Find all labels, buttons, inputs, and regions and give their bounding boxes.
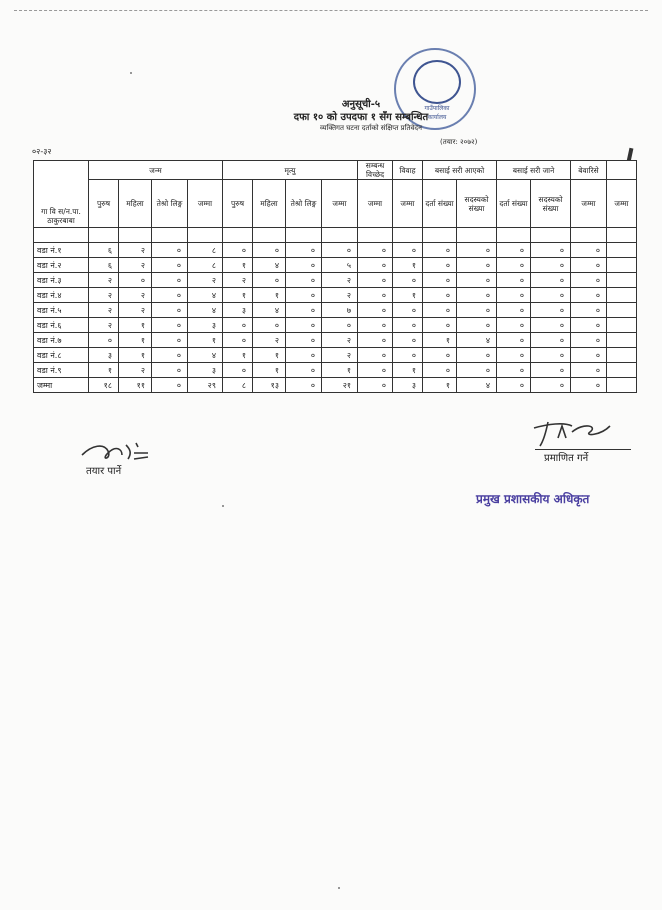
table-cell: ० <box>358 333 393 348</box>
table-cell: ४ <box>188 288 223 303</box>
table-cell: ० <box>393 273 423 288</box>
table-cell: ० <box>358 318 393 333</box>
table-cell: ४ <box>457 333 497 348</box>
table-cell: ० <box>457 288 497 303</box>
table-cell: ८ <box>188 243 223 258</box>
table-cell: २ <box>223 273 253 288</box>
table-cell: ० <box>423 288 457 303</box>
table-cell: ४ <box>188 303 223 318</box>
table-cell: ० <box>358 303 393 318</box>
table-cell: ० <box>358 378 393 393</box>
sub-header-member-count: सदस्यको संख्या <box>457 180 497 228</box>
table-cell: ० <box>358 258 393 273</box>
group-header-blank <box>607 161 637 180</box>
table-cell: २ <box>89 318 119 333</box>
table-cell: ० <box>358 273 393 288</box>
table-cell: ७ <box>322 303 358 318</box>
table-cell: ० <box>571 348 607 363</box>
preparer-signature <box>78 433 158 465</box>
group-header-divorce: सम्बन्ध विच्छेद <box>358 161 393 180</box>
group-header-death: मृत्यु <box>223 161 358 180</box>
table-cell: ० <box>497 318 531 333</box>
table-cell: ० <box>152 303 188 318</box>
table-cell: ० <box>89 333 119 348</box>
table-cell: ० <box>358 288 393 303</box>
table-cell: ० <box>286 288 322 303</box>
speck <box>222 505 224 507</box>
table-cell: ० <box>571 258 607 273</box>
table-cell: ० <box>119 273 152 288</box>
table-cell: २ <box>89 303 119 318</box>
sub-header-total: जम्मा <box>322 180 358 228</box>
top-dashed-line <box>14 10 648 11</box>
table-cell: २ <box>119 243 152 258</box>
table-cell: ० <box>497 273 531 288</box>
table-cell: ० <box>393 333 423 348</box>
table-cell: ० <box>286 348 322 363</box>
table-cell: ० <box>571 363 607 378</box>
table-cell: ० <box>497 378 531 393</box>
group-header-unclaimed: बेवारिसे <box>571 161 607 180</box>
row-label: वडा नं.९ <box>34 363 89 378</box>
table-cell: १ <box>119 318 152 333</box>
group-header-birth: जन्म <box>89 161 223 180</box>
table-cell: ० <box>358 243 393 258</box>
table-cell: ८ <box>223 378 253 393</box>
table-cell: ० <box>531 333 571 348</box>
table-cell: ० <box>497 258 531 273</box>
table-row <box>34 333 637 348</box>
table-cell: ८ <box>188 258 223 273</box>
table-cell <box>607 303 637 318</box>
sub-header-female: महिला <box>253 180 286 228</box>
table-cell: ५ <box>322 258 358 273</box>
table-cell: १ <box>89 363 119 378</box>
table-cell: ० <box>423 303 457 318</box>
table-cell: ० <box>286 303 322 318</box>
table-cell: ० <box>223 318 253 333</box>
table-row <box>34 363 637 378</box>
sub-header-third: तेश्रो लिङ्ग <box>286 180 322 228</box>
sub-header-total: जम्मा <box>188 180 223 228</box>
sub-header-male: पुरुष <box>89 180 119 228</box>
table-cell: ० <box>457 273 497 288</box>
prepared-by-label: तयार पार्ने <box>86 466 122 477</box>
table-cell: ४ <box>253 303 286 318</box>
sub-header-male: पुरुष <box>223 180 253 228</box>
table-cell: ० <box>457 363 497 378</box>
table-cell: २९ <box>188 378 223 393</box>
row-label: वडा नं.५ <box>34 303 89 318</box>
table-cell: १ <box>393 363 423 378</box>
table-cell: ११ <box>119 378 152 393</box>
table-cell <box>607 378 637 393</box>
table-cell: ० <box>152 273 188 288</box>
table-row <box>34 378 637 393</box>
table-cell: १ <box>322 363 358 378</box>
table-cell: १ <box>253 348 286 363</box>
table-cell <box>607 363 637 378</box>
table-cell: ० <box>571 318 607 333</box>
sub-header-female: महिला <box>119 180 152 228</box>
table-cell: ० <box>531 258 571 273</box>
table-row <box>34 348 637 363</box>
table-cell <box>607 288 637 303</box>
table-cell <box>607 258 637 273</box>
table-cell: ० <box>571 303 607 318</box>
table-cell: २ <box>89 273 119 288</box>
table-cell: २ <box>322 348 358 363</box>
table-cell: ० <box>358 363 393 378</box>
table-cell: ० <box>531 243 571 258</box>
row-label: वडा नं.६ <box>34 318 89 333</box>
table-cell: ६ <box>89 258 119 273</box>
group-header-row <box>34 161 637 180</box>
table-cell: ० <box>531 303 571 318</box>
document-reference: ०२-३२ <box>32 147 52 156</box>
table-cell: १ <box>119 333 152 348</box>
sub-header-total: जम्मा <box>358 180 393 228</box>
table-cell: ० <box>253 243 286 258</box>
table-cell: ० <box>497 243 531 258</box>
table-row <box>34 303 637 318</box>
table-cell: ० <box>457 303 497 318</box>
table-cell <box>607 318 637 333</box>
table-cell: २ <box>119 303 152 318</box>
table-cell: २ <box>119 288 152 303</box>
table-cell: ४ <box>253 258 286 273</box>
table-cell: २ <box>89 288 119 303</box>
speck <box>338 887 340 889</box>
table-cell: ० <box>531 363 571 378</box>
table-cell: ० <box>423 318 457 333</box>
table-cell: २ <box>253 333 286 348</box>
table-cell: २ <box>322 273 358 288</box>
sub-header-total: जम्मा <box>393 180 423 228</box>
table-cell: ० <box>223 363 253 378</box>
table-cell: ० <box>223 243 253 258</box>
table-cell: २ <box>322 288 358 303</box>
table-cell: ० <box>152 378 188 393</box>
table-cell: ० <box>531 318 571 333</box>
row-label: जम्मा <box>34 378 89 393</box>
table-row <box>34 258 637 273</box>
row-label: वडा नं.१ <box>34 243 89 258</box>
table-cell: १३ <box>253 378 286 393</box>
table-cell: ० <box>531 273 571 288</box>
table-cell: २१ <box>322 378 358 393</box>
table-cell: ० <box>531 348 571 363</box>
table-cell: १ <box>423 378 457 393</box>
table-cell: ० <box>358 348 393 363</box>
row-label: वडा नं.२ <box>34 258 89 273</box>
section-reference: दफा १० को उपदफा १ सँग सम्बन्धित <box>293 112 429 123</box>
table-cell: ० <box>152 333 188 348</box>
table-cell: ० <box>286 378 322 393</box>
table-cell: ० <box>286 333 322 348</box>
report-year: (तयार: २०७२) <box>440 138 478 146</box>
row-label: वडा नं.७ <box>34 333 89 348</box>
sub-header-member-count: सदस्यको संख्या <box>531 180 571 228</box>
table-row <box>34 288 637 303</box>
table-cell: ० <box>457 258 497 273</box>
table-cell: ० <box>322 318 358 333</box>
table-cell: २ <box>119 258 152 273</box>
table-cell: ० <box>152 258 188 273</box>
certifier-signature <box>528 418 618 448</box>
table-cell: ० <box>152 348 188 363</box>
row-label: वडा नं.३ <box>34 273 89 288</box>
table-cell: २ <box>322 333 358 348</box>
table-cell: १ <box>393 288 423 303</box>
table-cell: ० <box>571 288 607 303</box>
sub-header-reg-count: दर्ता संख्या <box>497 180 531 228</box>
table-cell: ० <box>531 378 571 393</box>
table-row <box>34 318 637 333</box>
table-cell: १ <box>223 348 253 363</box>
sub-header-row <box>34 180 637 228</box>
table-cell: ० <box>423 363 457 378</box>
table-cell: ० <box>457 243 497 258</box>
table-cell: ० <box>423 243 457 258</box>
table-cell: १ <box>223 288 253 303</box>
table-cell: ० <box>571 273 607 288</box>
sub-header-third: तेश्रो लिङ्ग <box>152 180 188 228</box>
table-cell <box>607 348 637 363</box>
table-cell: १ <box>393 258 423 273</box>
vital-events-table <box>33 160 637 393</box>
table-cell <box>607 333 637 348</box>
table-cell: १८ <box>89 378 119 393</box>
table-cell: ० <box>393 348 423 363</box>
table-cell: ० <box>152 288 188 303</box>
table-cell: ३ <box>393 378 423 393</box>
table-cell: १ <box>423 333 457 348</box>
table-cell: ० <box>152 318 188 333</box>
table-cell <box>607 273 637 288</box>
table-cell: २ <box>119 363 152 378</box>
sub-header-reg-count: दर्ता संख्या <box>423 180 457 228</box>
group-header-migrate-out: बसाई सरी जाने <box>497 161 571 180</box>
seal-text-2: कार्यालय <box>427 114 447 121</box>
table-cell: ० <box>497 303 531 318</box>
table-cell: ० <box>423 348 457 363</box>
table-cell: ३ <box>188 363 223 378</box>
table-cell: ० <box>286 258 322 273</box>
table-cell: ० <box>497 363 531 378</box>
seal-text-1: गाउँपालिका <box>424 105 450 112</box>
table-cell: १ <box>188 333 223 348</box>
table-cell: ० <box>571 243 607 258</box>
schedule-title: अनुसूची-५ <box>341 99 381 110</box>
table-cell: ० <box>497 348 531 363</box>
table-cell: ० <box>571 333 607 348</box>
row-label: वडा नं.८ <box>34 348 89 363</box>
table-cell: १ <box>253 288 286 303</box>
table-cell: ० <box>253 318 286 333</box>
table-cell: ० <box>571 378 607 393</box>
table-cell: ० <box>393 303 423 318</box>
table-cell <box>607 243 637 258</box>
table-cell: ० <box>253 273 286 288</box>
table-cell: ० <box>152 363 188 378</box>
table-cell: ४ <box>188 348 223 363</box>
chief-officer-stamp: प्रमुख प्रशासकीय अधिकृत <box>476 492 590 506</box>
certified-by-label: प्रमाणित गर्ने <box>544 453 589 464</box>
report-title: व्यक्तिगत घटना दर्ताको संक्षिप्त प्रतिवेदन <box>320 124 422 132</box>
speck <box>130 72 132 74</box>
table-cell: ३ <box>89 348 119 363</box>
row-label: वडा नं.४ <box>34 288 89 303</box>
table-cell: ० <box>457 318 497 333</box>
sub-header-total: जम्मा <box>571 180 607 228</box>
table-cell: ६ <box>89 243 119 258</box>
table-cell: ० <box>286 243 322 258</box>
table-row <box>34 243 637 258</box>
table-cell: ० <box>423 258 457 273</box>
table-cell: ० <box>497 288 531 303</box>
table-cell: ० <box>152 243 188 258</box>
group-header-migrate-in: बसाई सरी आएको <box>423 161 497 180</box>
table-cell: ० <box>286 273 322 288</box>
table-cell: ० <box>393 318 423 333</box>
sub-header-total: जम्मा <box>607 180 637 228</box>
table-cell: १ <box>119 348 152 363</box>
table-cell: १ <box>253 363 286 378</box>
table-cell: ४ <box>457 378 497 393</box>
table-cell: १ <box>223 258 253 273</box>
table-cell: ० <box>423 273 457 288</box>
table-cell: ० <box>393 243 423 258</box>
table-cell: ० <box>322 243 358 258</box>
table-row <box>34 273 637 288</box>
table-cell: ३ <box>223 303 253 318</box>
table-cell: ० <box>286 363 322 378</box>
table-cell: ० <box>497 333 531 348</box>
group-header-marriage: विवाह <box>393 161 423 180</box>
table-cell: ० <box>223 333 253 348</box>
blank-spacer-row <box>34 228 637 243</box>
table-cell: ० <box>286 318 322 333</box>
col-header-place: गा वि स/न.पा. ठाकुरबाबा <box>34 161 89 228</box>
table-cell: ० <box>531 288 571 303</box>
table-cell: २ <box>188 273 223 288</box>
table-cell: ३ <box>188 318 223 333</box>
table-cell: ० <box>457 348 497 363</box>
